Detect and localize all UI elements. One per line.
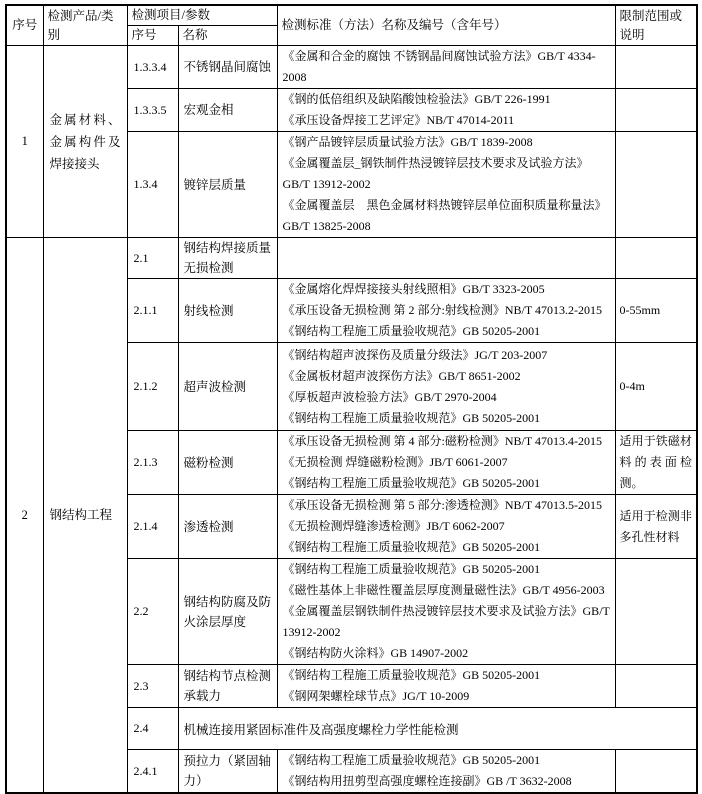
cell-item-no: 1.3.3.5 — [127, 89, 178, 132]
standard-line: 《钢结构超声波探伤及质量分级法》JG/T 203-2007 — [282, 347, 548, 362]
cell-limit — [615, 238, 697, 279]
cell-item-name: 钢结构防腐及防火涂层厚度 — [178, 559, 277, 665]
section-category: 金属材料、金属构件及焊接接头 — [43, 46, 127, 238]
cell-item-name: 镀锌层质量 — [178, 132, 277, 238]
standard-line: 《钢产品镀锌层质量试验方法》GB/T 1839-2008 — [282, 135, 533, 149]
cell-item-name: 宏观金相 — [178, 89, 277, 132]
cell-item-name: 不锈钢晶间腐蚀 — [178, 46, 277, 89]
table-row — [6, 46, 697, 89]
standard-line: 《承压设备无损检测 第 5 部分:渗透检测》NB/T 47013.5-2015 — [282, 498, 602, 512]
section-serial: 1 — [6, 46, 43, 238]
cell-standards — [277, 431, 615, 495]
cell-limit — [615, 665, 697, 708]
cell-limit — [615, 559, 697, 665]
header-item-group: 检测项目/参数 — [127, 5, 277, 26]
cell-standards — [277, 343, 615, 431]
cell-item-name: 超声波检测 — [178, 343, 277, 431]
standard-line: 《钢结构工程施工质量验收规范》GB 50205-2001 — [282, 668, 541, 682]
cell-limit: 0-55mm — [615, 279, 697, 343]
cell-standards — [277, 132, 615, 238]
cell-item-no: 2.3 — [127, 665, 178, 708]
cell-standards — [277, 279, 615, 343]
cell-item-name: 磁粉检测 — [178, 431, 277, 495]
standard-line: 《钢网架螺栓球节点》JG/T 10-2009 — [282, 689, 470, 703]
standard-line: 《钢结构工程施工质量验收规范》GB 50205-2001 — [282, 753, 541, 767]
standard-line: 《磁性基体上非磁性覆盖层厚度测量磁性法》GB/T 4956-2003 — [282, 583, 605, 597]
standard-line: 《金属熔化焊焊接接头射线照相》GB/T 3323-2005 — [282, 282, 545, 296]
cell-item-no: 1.3.3.4 — [127, 46, 178, 89]
cell-limit — [615, 89, 697, 132]
header-standard: 检测标准（方法）名称及编号（含年号） — [277, 5, 615, 46]
cell-item-name: 钢结构焊接质量无损检测 — [178, 238, 277, 279]
standard-line: 《承压设备无损检测 第 2 部分:射线检测》NB/T 47013.2-2015 — [282, 303, 602, 317]
standard-line: 《钢结构工程施工质量验收规范》GB 50205-2001 — [282, 410, 541, 425]
cell-merged-item: 机械连接用紧固标准件及高强度螺栓力学性能检测 — [178, 708, 697, 750]
cell-item-name: 渗透检测 — [178, 495, 277, 559]
cell-limit — [615, 132, 697, 238]
header-limit: 限制范围或说明 — [615, 5, 697, 46]
cell-item-no: 2.4.1 — [127, 750, 178, 794]
standard-line: 《钢结构工程施工质量验收规范》GB 50205-2001 — [282, 540, 541, 554]
standard-line: 《厚板超声波检验方法》GB/T 2970-2004 — [282, 389, 497, 404]
header-serial: 序号 — [6, 5, 43, 46]
cell-standards — [277, 665, 615, 708]
standard-line: 《钢结构工程施工质量验收规范》GB 50205-2001 — [282, 476, 541, 490]
header-category: 检测产品/类别 — [43, 5, 127, 46]
cell-standards — [277, 89, 615, 132]
standard-line: 《钢结构工程施工质量验收规范》GB 50205-2001 — [282, 324, 541, 338]
standard-line: 《无损检测 焊缝磁粉检测》JB/T 6061-2007 — [282, 455, 508, 469]
standard-line: 《金属覆盖层_钢铁制件热浸镀锌层技术要求及试验方法》GB/T 13912-2002 — [282, 156, 589, 191]
cell-item-no: 2.1.3 — [127, 431, 178, 495]
standard-line: 《金属覆盖层 黑色金属材料热镀锌层单位面积质量称量法》GB/T 13825-2008 — [282, 198, 607, 233]
standard-line: 《无损检测焊缝渗透检测》JB/T 6062-2007 — [282, 519, 505, 533]
standard-line: 《承压设备无损检测 第 4 部分:磁粉检测》NB/T 47013.4-2015 — [282, 434, 602, 448]
standard-line: 《金属覆盖层钢铁制件热浸镀锌层技术要求及试验方法》GB/T 13912-2002 — [282, 604, 610, 639]
cell-item-no: 2.4 — [127, 708, 178, 750]
standard-line: 《钢结构工程施工质量验收规范》GB 50205-2001 — [282, 562, 541, 576]
cell-item-no: 1.3.4 — [127, 132, 178, 238]
standard-line: 《钢结构用扭剪型高强度螺栓连接副》GB /T 3632-2008 — [282, 774, 572, 788]
cell-item-name: 预拉力（紧固轴力） — [178, 750, 277, 794]
standard-line: 《钢结构防火涂料》GB 14907-2002 — [282, 646, 469, 660]
cell-item-no: 2.1 — [127, 238, 178, 279]
header-item-serial: 序号 — [127, 26, 178, 46]
section-serial: 2 — [6, 238, 43, 794]
cell-standards — [277, 238, 615, 279]
inspection-capability-table — [5, 4, 698, 794]
header-row-1 — [6, 5, 697, 26]
cell-standards — [277, 46, 615, 89]
standard-line: 《金属和合金的腐蚀 不锈钢晶间腐蚀试验方法》GB/T 4334-2008 — [282, 49, 596, 84]
cell-standards — [277, 559, 615, 665]
standard-line: 《金属板材超声波探伤方法》GB/T 8651-2002 — [282, 368, 521, 383]
header-item-name: 名称 — [178, 26, 277, 46]
cell-standards — [277, 750, 615, 794]
cell-limit: 适用于检测非多孔性材料 — [615, 495, 697, 559]
cell-standards — [277, 495, 615, 559]
cell-item-no: 2.1.1 — [127, 279, 178, 343]
cell-item-name: 射线检测 — [178, 279, 277, 343]
standard-line: 《钢的低倍组织及缺陷酸蚀检验法》GB/T 226-1991 — [282, 92, 551, 106]
cell-item-no: 2.2 — [127, 559, 178, 665]
standard-line: 《承压设备焊接工艺评定》NB/T 47014-2011 — [282, 113, 515, 127]
cell-limit — [615, 750, 697, 794]
cell-item-name: 钢结构节点检测承载力 — [178, 665, 277, 708]
table-row — [6, 238, 697, 279]
cell-limit: 适用于铁磁材料的表面检测。 — [615, 431, 697, 495]
section-category: 钢结构工程 — [43, 238, 127, 794]
cell-limit: 0-4m — [615, 343, 697, 431]
cell-limit — [615, 46, 697, 89]
cell-item-no: 2.1.4 — [127, 495, 178, 559]
cell-item-no: 2.1.2 — [127, 343, 178, 431]
